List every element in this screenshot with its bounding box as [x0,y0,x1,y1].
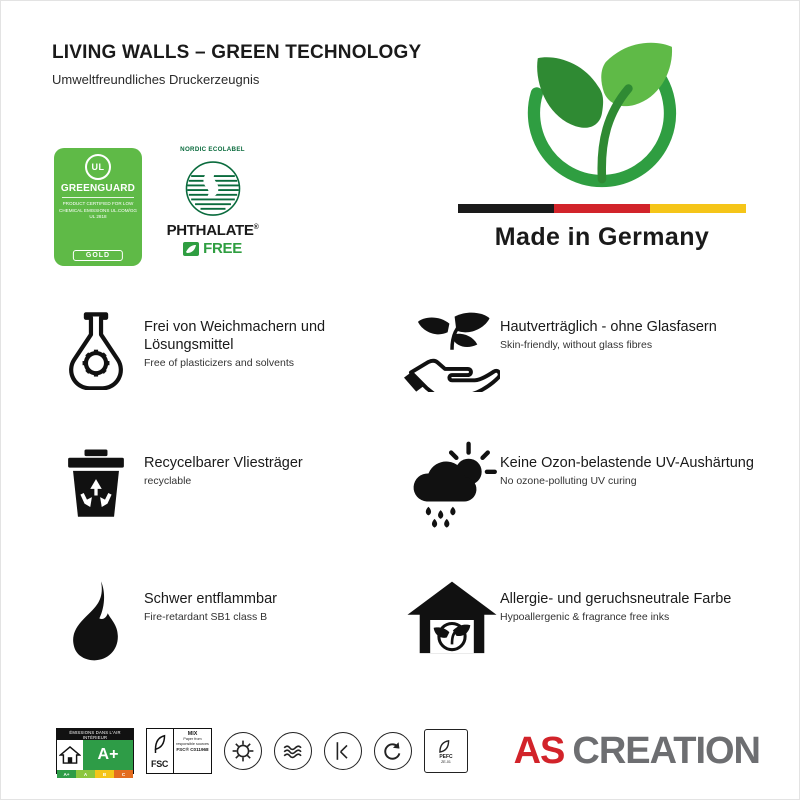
header [52,42,482,87]
fsc-mix-label: MIX [187,731,198,737]
nordic-ecolabel-badge [160,148,265,257]
made-in-germany-label: Made in Germany [494,223,710,251]
page-title: LIVING WALLS – GREEN TECHNOLOGY [52,42,422,63]
house-with-leaf-icon [404,572,500,668]
pefc-code: ZE-01 [441,760,451,764]
fsc-code: FSC® C011968 [176,747,209,753]
feature-item [48,572,404,668]
feature-item [404,300,760,396]
flag-stripe-gold [650,204,746,213]
feature-label-de: Allergie- und geruchsneutrale Farbe [500,591,732,607]
emission-top-label: ÉMISSIONS DANS L'AIR INTÉRIEUR [57,729,133,740]
german-flag [458,204,746,213]
emission-scale-step: B [95,770,114,778]
feature-item [404,572,760,668]
footer-icon-group [56,728,468,777]
feature-label-en: Fire-retardant SB1 class B [144,611,268,624]
brand-block [452,28,752,252]
gear-icon [224,732,262,770]
phthalate-free-badge [160,222,265,257]
swan-icon [170,148,256,226]
footer [56,728,760,777]
feature-row [48,300,760,396]
emission-scale-step: A+ [57,770,76,778]
feature-label-de: Recycelbarer Vliesträger [144,455,303,471]
emission-scale [57,770,133,778]
flame-icon [48,572,144,668]
feature-list [48,300,760,708]
flask-icon [48,300,144,396]
feature-item [48,300,404,396]
feature-label-en: recyclable [144,475,192,488]
feature-row [48,436,760,532]
feature-label-en: Hypoallergenic & fragrance free inks [500,611,670,624]
feature-label-en: Free of plasticizers and solvents [144,357,294,370]
waves-icon [274,732,312,770]
feature-item [404,436,760,532]
feature-label-en: Skin-friendly, without glass fibres [500,339,653,352]
pefc-badge [424,729,468,773]
sun-cloud-rain-icon [404,436,500,532]
certification-badges [54,148,265,266]
emission-grade: A+ [83,740,133,770]
greenguard-level: GOLD [73,250,123,261]
arrow-loop-icon [374,732,412,770]
nordic-ecolabel-label: NORDIC ECOLABEL [180,146,245,153]
company-logo-creation: CREATION [572,729,760,772]
feature-label-de: Schwer entflammbar [144,591,277,607]
divider [62,197,134,198]
greenguard-badge [54,148,142,266]
fsc-logo [147,729,173,773]
recycle-bin-icon [48,436,144,532]
feature-label-de: Keine Ozon-belastende UV-Aushärtung [500,455,754,471]
greenguard-fine-print: PRODUCT CERTIFIED FOR LOW CHEMICAL EMISSIONS UL.COM/GG UL 2818 [59,201,137,220]
feature-label-de: Hautverträglich - ohne Glasfasern [500,319,717,335]
leaf-mark-icon [183,242,199,256]
hand-with-plant-icon [404,300,500,396]
company-logo [514,730,760,773]
brush-icon [324,732,362,770]
feature-label-en: No ozone-polluting UV curing [500,475,637,488]
house-icon [57,740,83,770]
ul-mark-icon: UL [85,154,111,180]
fsc-logo-text: FSC [151,758,169,769]
fsc-description: Paper from responsible sources [176,737,209,746]
pefc-label: PEFC [439,754,453,760]
feature-label-de: Frei von Weichmachern und Lösungsmittel [144,319,326,354]
feature-row [48,572,760,668]
emission-label-badge [56,728,134,777]
flag-stripe-black [458,204,554,213]
phthalate-free-label: FREE [203,240,242,257]
emission-scale-step: A [76,770,95,778]
feature-item [48,436,404,532]
two-leaves-circle-logo [507,28,697,198]
phthalate-label: PHTHALATE® [166,222,259,239]
company-logo-as: AS [513,729,565,772]
greenguard-label: GREENGUARD [60,183,136,194]
fsc-badge [146,728,212,774]
page-subtitle: Umweltfreundliches Druckerzeugnis [52,72,260,87]
flag-stripe-red [554,204,650,213]
emission-scale-step: C [114,770,133,778]
